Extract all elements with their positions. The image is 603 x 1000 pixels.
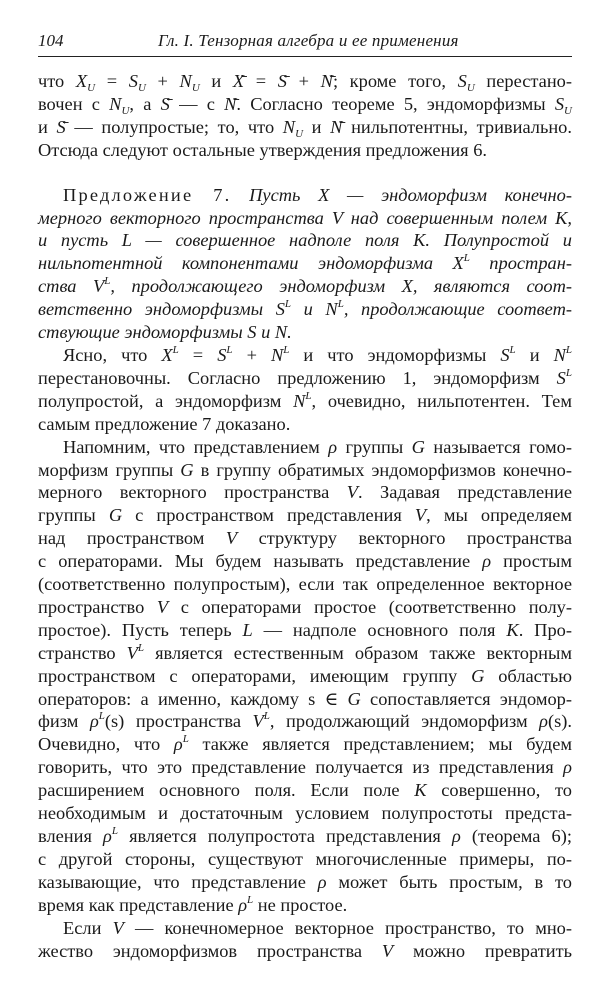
proposition-line: ветственно эндоморфизмы $S^L$ и $N^L$, продолжающие соответ- [38, 298, 572, 320]
text-line: необходимым и достаточным условием полупростоты предста- [38, 803, 572, 824]
running-title: Гл. I. Тензорная алгебра и ее применения [158, 31, 459, 50]
text-line: Если V — конечномерное векторное пространство, то мно- [63, 917, 572, 938]
page-number: 104 [38, 31, 64, 50]
text-line: над пространством V структуру векторного пространства [38, 528, 572, 549]
proposition-line: Предложение 7. Пусть X — эндоморфизм конечно- [63, 184, 572, 205]
paragraph-gap [38, 162, 572, 184]
text-line: странство $V^L$ является естественным образом также векторным [38, 641, 572, 663]
proposition-line: и пусть L — совершенное надполе поля K. Полупростой и [38, 230, 572, 251]
text-line: Напомним, что представлением ρ группы G называется гомо- [63, 436, 572, 457]
text-line: говорить, что это представление получается из представления ρ [38, 757, 572, 778]
text-line: самым предложение 7 доказано. [38, 413, 291, 434]
text-line: вления $\rho^L$ является полупростота представления ρ (теорема 6); [38, 825, 572, 846]
text-line: операторов: а именно, каждому s ∈ G сопоставляется эндомор- [38, 688, 572, 709]
text-line: полупростой, а эндоморфизм $N^L$, очевидно, нильпотентен. Тем [38, 389, 572, 411]
text-line: время как представление $\rho^L$ не простое. [38, 893, 348, 915]
text-line: расширением основного поля. Если поле K совершенно, то [38, 780, 572, 801]
text-line: перестановочны. Согласно предложению 1, эндоморфизм $S^L$ [38, 366, 572, 388]
text-line: простое). Пусть теперь L — надполе основного поля K. Про- [38, 619, 572, 640]
text-line: что $X_U = S_U + N_U$ и X̄ = S̄ + N̄; кроме того, $S_U$ перестано- [38, 71, 572, 94]
text-line: мерного векторного пространства V. Задавая представление [38, 482, 572, 503]
text-line: группы G с пространством представления V, мы определяем [38, 505, 572, 526]
proposition-line: ства $V^L$, продолжающего эндоморфизм X, являются соот- [38, 275, 572, 297]
text-line: пространство V с операторами простое (соответственно полу- [38, 596, 572, 617]
page-header [38, 28, 572, 57]
text-line: пространством с операторами, имеющим группу G областью [38, 665, 572, 686]
proposition-line: нильпотентной компонентами эндоморфизма $X^L$ простран- [38, 252, 572, 274]
proposition-line: мерного векторного пространства V над совершенным полем K, [38, 207, 572, 228]
text-line: с операторами. Мы будем называть представление ρ простым [38, 551, 572, 572]
text-line: морфизм группы G в группу обратимых эндоморфизмов конечно- [38, 459, 572, 480]
text-line: вочен с $N_U$, а S̄ — с N̄. Согласно теореме 5, эндоморфизмы $S_U$ [38, 93, 572, 117]
text-line: жество эндоморфизмов пространства V можно превратить [38, 940, 572, 961]
text-line: Очевидно, что $\rho^L$ также является представлением; мы будем [38, 733, 572, 755]
text-line: с другой стороны, существуют многочисленные примеры, по- [38, 848, 572, 869]
text-line: (соответственно полупростым), если так определенное векторное [38, 574, 572, 595]
text-line: Ясно, что $X^L = S^L + N^L$ и что эндоморфизмы $S^L$ и $N^L$ [63, 343, 572, 365]
page-body [38, 70, 572, 962]
text-line: казывающие, что представление ρ может быть простым, в то [38, 871, 572, 892]
proposition-line: ствующие эндоморфизмы S и N. [38, 322, 292, 343]
text-line: и S̄ — полупростые; то, что $N_U$ и N̄ нильпотентны, тривиально. [38, 116, 572, 140]
text-line: Отсюда следуют остальные утверждения предложения 6. [38, 139, 488, 160]
text-line: физм $\rho^L(s)$ пространства $V^L$, продолжающий эндоморфизм ρ(s). [38, 710, 572, 732]
